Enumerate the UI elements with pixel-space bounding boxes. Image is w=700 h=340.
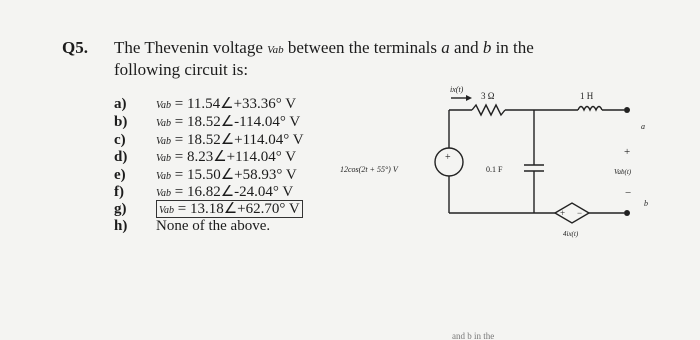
question-terminal-b: b [482, 38, 492, 57]
option-letter: d) [114, 149, 128, 165]
capacitor-label: 0.1 F [486, 165, 503, 174]
option-letter: b) [114, 114, 128, 130]
option-value: = 16.82∠-24.04° V [174, 184, 294, 200]
option-letter: h) [114, 218, 128, 234]
option-value: = 18.52∠-114.04° V [174, 114, 301, 130]
question-terminal-a: a [441, 38, 450, 57]
option-value: = 15.50∠+58.93° V [174, 167, 297, 183]
question-vab-symbol: Vab [267, 44, 284, 56]
dep-source-minus: − [577, 208, 583, 218]
option-label: Vab [156, 100, 171, 111]
resistor-label: 3 Ω [481, 91, 495, 101]
current-arrowhead [466, 95, 472, 101]
option-label: Vab [156, 118, 171, 129]
option-label: Vab [156, 188, 171, 199]
terminal-a-label: a [641, 122, 645, 131]
resistor-3-ohm [472, 105, 505, 115]
option-label: Vab [159, 205, 174, 216]
option-letter: a) [114, 96, 127, 112]
option-value: = 18.52∠+114.04° V [174, 132, 304, 148]
current-label: ix(t) [450, 85, 464, 94]
dep-source-plus: + [560, 208, 566, 218]
question-text-part3: in the [495, 38, 534, 57]
vab-minus: − [625, 187, 632, 199]
vab-plus: + [624, 146, 631, 158]
option-label: Vab [156, 171, 171, 182]
question-text-and: and [454, 38, 479, 57]
question-text-part2: between the terminals [287, 38, 438, 57]
option-letter: g) [114, 201, 127, 217]
vab-label: Vab(t) [614, 168, 632, 176]
option-value: None of the above. [156, 218, 271, 234]
option-letter: f) [114, 184, 124, 200]
inductor-1h [578, 107, 602, 111]
terminal-a-dot [624, 107, 630, 113]
option-value: = 11.54∠+33.36° V [174, 96, 297, 112]
inductor-label: 1 H [580, 91, 594, 101]
footer-fragment: and b in the [452, 331, 495, 340]
source-plus-sign: + [445, 152, 451, 163]
terminal-b-dot [624, 210, 630, 216]
option-value: = 13.18∠+62.70° V [177, 201, 300, 217]
option-letter: c) [114, 132, 126, 148]
dep-source-label: 4ix(t) [563, 230, 579, 238]
option-label: Vab [156, 136, 171, 147]
option-letter: e) [114, 167, 126, 183]
option-label: Vab [156, 153, 171, 164]
question-text-part1: The Thevenin voltage [114, 38, 263, 57]
terminal-b-label: b [644, 199, 648, 208]
question-number: Q5. [62, 38, 88, 57]
source-label: 12cos(2t + 55°) V [340, 165, 398, 174]
question-text-line2: following circuit is: [114, 60, 249, 79]
option-value: = 8.23∠+114.04° V [174, 149, 297, 165]
